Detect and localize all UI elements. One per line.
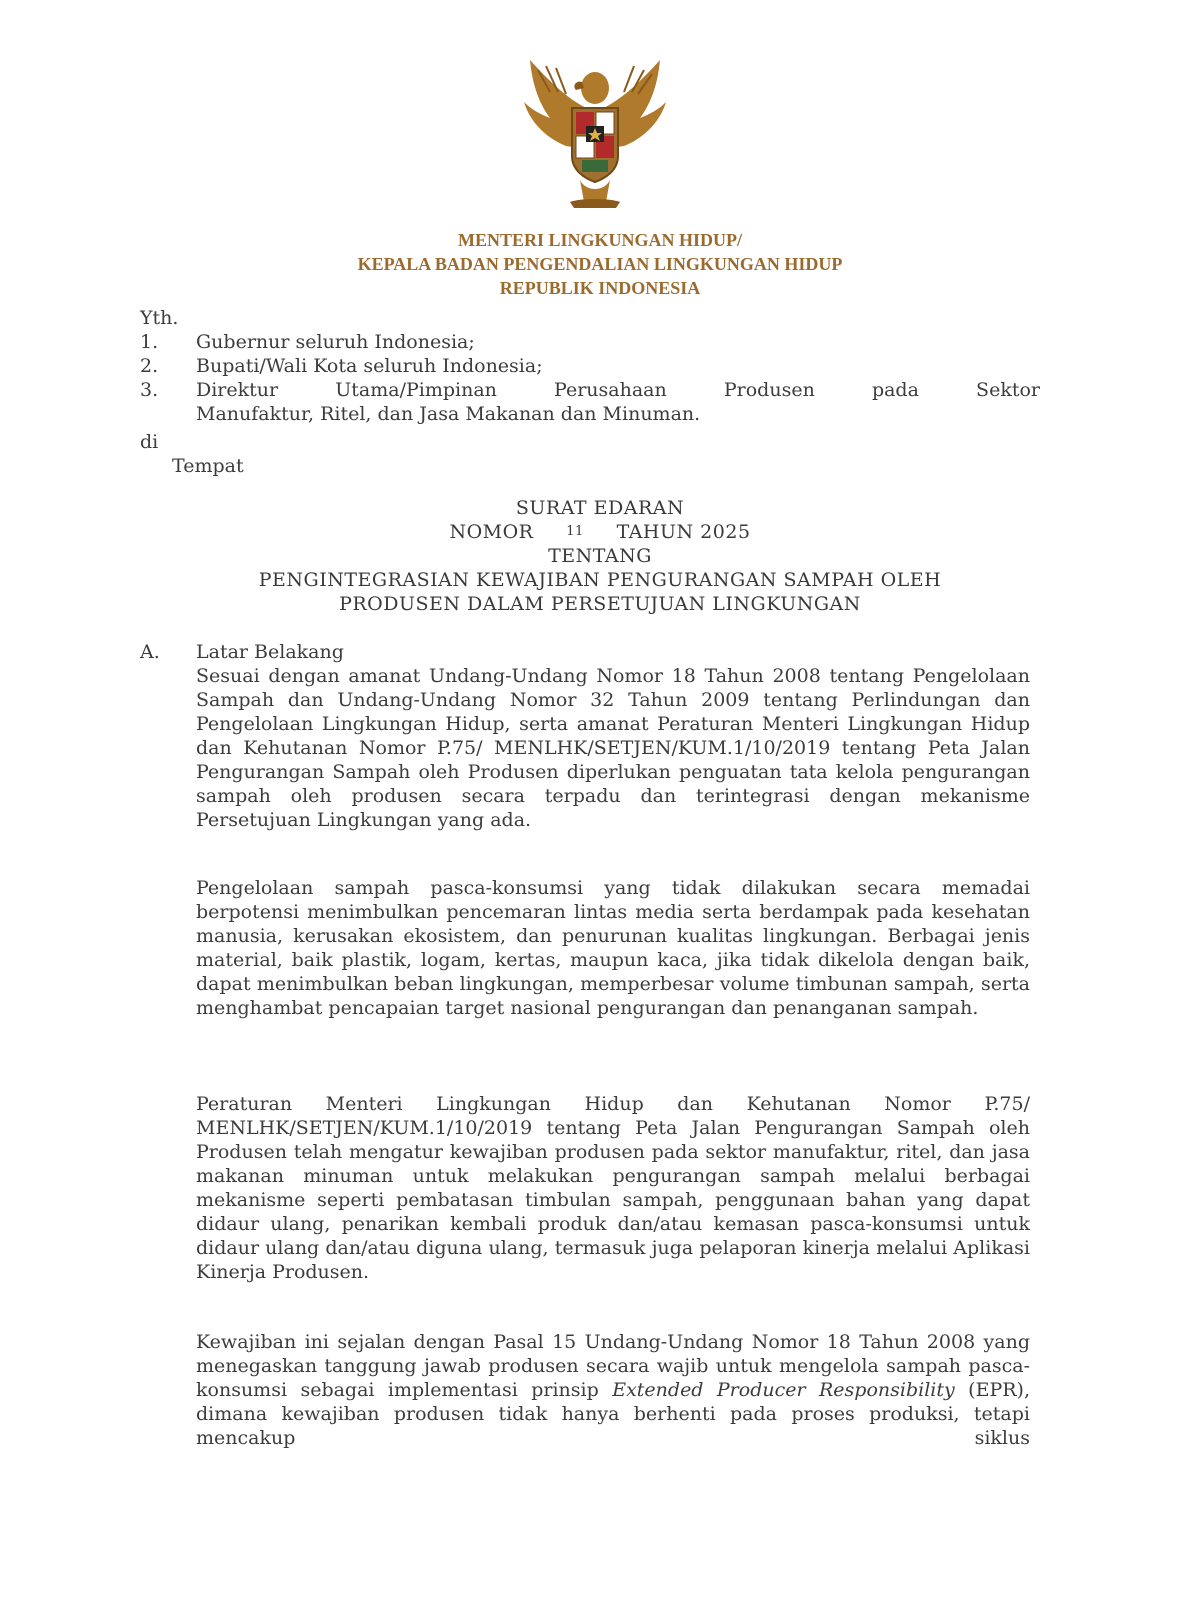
section-heading [140,640,1040,664]
paragraph-4-italic-term: Extended Producer Responsibility [612,1379,955,1401]
tempat-label: Tempat [172,455,244,477]
section-title: Latar Belakang [196,641,344,663]
title-nomor-line [0,520,1200,544]
header-line-1: MENTERI LINGKUNGAN HIDUP/ [457,230,743,250]
paragraph-3: Peraturan Menteri Lingkungan Hidup dan Kehutanan Nomor P.75/ MENLHK/SETJEN/KUM.1/10/2019 tentang Peta Jalan Pengurangan Sampah oleh Produsen telah mengatur kewajiban produsen pada sektor manufaktur, ritel, dan jasa makanan minuman untuk melakukan pengurangan sampah melalui berbagai mekanisme seperti pembatasan timbulan sampah, penggunaan bahan yang dapat didaur ulang, penarikan kembali produk dan/atau kemasan pasca-konsumsi untuk didaur ulang dan/atau diguna ulang, termasuk juga pelaporan kinerja melalui Aplikasi Kinerja Produsen. [196,1093,1030,1283]
nomor-value: 11 [566,524,584,539]
tahun-label: TAHUN 2025 [616,521,751,543]
paragraph-2: Pengelolaan sampah pasca-konsumsi yang tidak dilakukan secara memadai berpotensi menimbulkan pencemaran lintas media serta berdampak pada kesehatan manusia, kerusakan ekosistem, dan penurunan kualitas lingkungan. Berbagai jenis material, baik plastik, logam, kertas, maupun kaca, jika tidak dikelola dengan baik, dapat menimbulkan beban lingkungan, memperbesar volume timbunan sampah, serta menghambat pencapaian target nasional pengurangan dan penanganan sampah. [196,877,1030,1019]
addressee-item [140,378,1040,402]
addressee-item [140,354,1040,378]
garuda-emblem-icon [510,52,680,212]
addressee-number: 3. [140,379,159,401]
circular-title [0,496,1200,616]
title-subject-line-2: PRODUSEN DALAM PERSETUJUAN LINGKUNGAN [339,593,861,615]
paragraph-4 [196,1330,1030,1450]
addressee-item-continued [140,402,1040,426]
header-line-2: KEPALA BADAN PENGENDALIAN LINGKUNGAN HIDUP [357,254,843,274]
addressee-block [140,306,1040,478]
addressee-text-continued: Manufaktur, Ritel, dan Jasa Makanan dan Minuman. [196,403,701,425]
paragraph-4-part-2: (EPR), dimana kewajiban produsen tidak hanya berhenti pada proses produksi, tetapi mencakup siklus [196,1379,1030,1449]
section-a [140,640,1040,664]
header-line-3: REPUBLIK INDONESIA [499,278,701,298]
title-tentang: TENTANG [548,545,652,567]
section-letter: A. [140,641,160,663]
di-label: di [140,431,159,453]
paragraph-4-part-1: Kewajiban ini sejalan dengan Pasal 15 Undang-Undang Nomor 18 Tahun 2008 yang menegaskan tanggung jawab produsen secara wajib untuk mengelola sampah pasca-konsumsi sebagai implementasi prinsip [196,1331,1030,1401]
addressee-number: 1. [140,331,159,353]
addressee-number: 2. [140,355,159,377]
addressee-text: Direktur Utama/Pimpinan Perusahaan Produsen pada Sektor [196,379,1040,401]
paragraph-1: Sesuai dengan amanat Undang-Undang Nomor 18 Tahun 2008 tentang Pengelolaan Sampah dan Undang-Undang Nomor 32 Tahun 2009 tentang Perlindungan dan Pengelolaan Lingkungan Hidup, serta amanat Peraturan Menteri Lingkungan Hidup dan Kehutanan Nomor P.75/ MENLHK/SETJEN/KUM.1/10/2019 tentang Peta Jalan Pengurangan Sampah oleh Produsen diperlukan penguatan tata kelola pengurangan sampah oleh produsen secara terpadu dan terintegrasi dengan mekanisme Persetujuan Lingkungan yang ada. [196,665,1030,831]
ministry-header [0,228,1200,300]
salutation: Yth. [140,307,179,329]
title-subject-line-1: PENGINTEGRASIAN KEWAJIBAN PENGURANGAN SAMPAH OLEH [258,569,942,591]
title-surat-edaran: SURAT EDARAN [515,497,685,519]
addressee-text: Bupati/Wali Kota seluruh Indonesia; [196,355,543,377]
addressee-item [140,330,1040,354]
addressee-text: Gubernur seluruh Indonesia; [196,331,475,353]
nomor-label: NOMOR [449,521,534,543]
